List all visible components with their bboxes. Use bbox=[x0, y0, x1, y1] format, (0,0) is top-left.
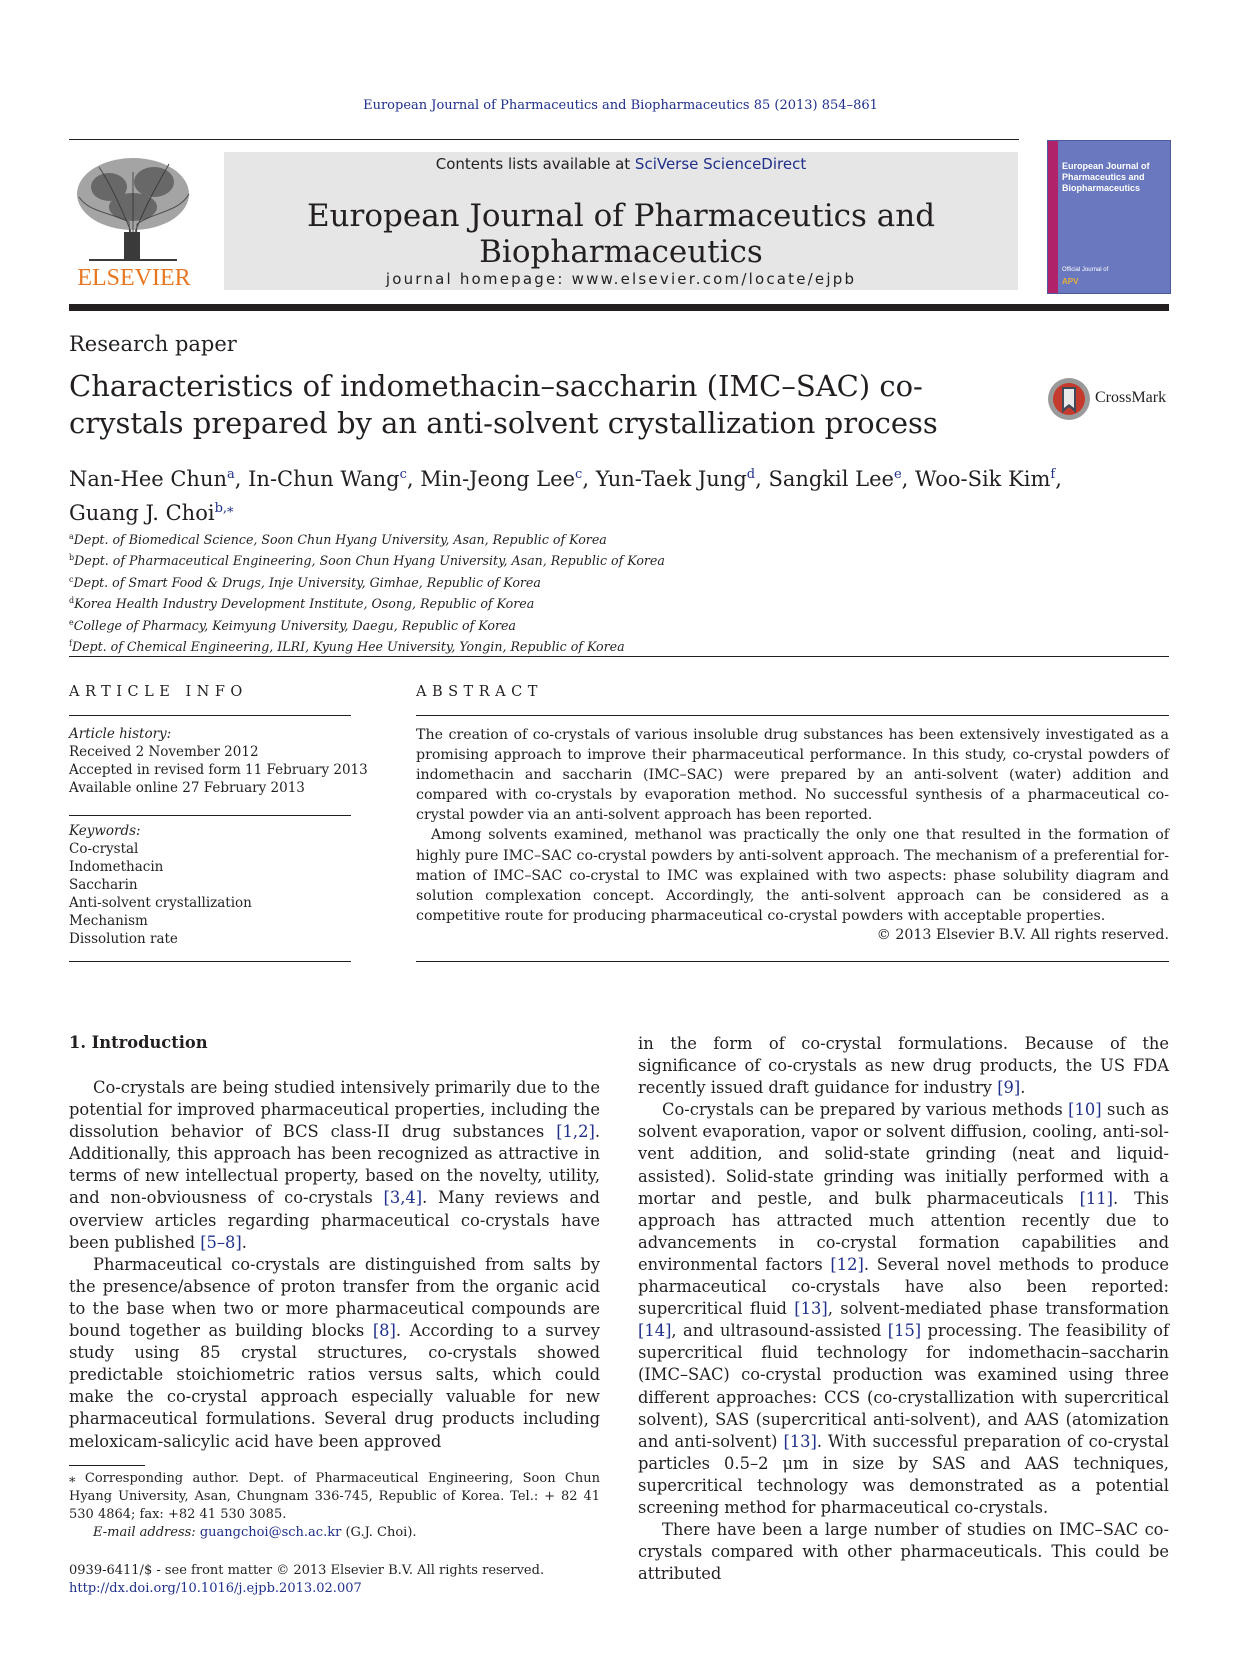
affiliation-text: Dept. of Pharmaceutical Engineering, Soon Chun Hyang University, Asan, Republic of Korea bbox=[74, 553, 665, 569]
history-received: Received 2 November 2012 bbox=[69, 744, 259, 760]
journal-title: European Journal of Pharmaceutics and Biopharmaceutics bbox=[306, 198, 936, 270]
body-text: processing. The feasibility of supercritical fluid technology for indomethacin–saccharin (IMC–SAC) co-crystal production was examined using three different approaches: CCS (co-crystallization with supercritical solvent), SAS (supercritical anti-solvent), and AAS (atomization and anti-solvent) bbox=[638, 1321, 1169, 1451]
abstract-rule bbox=[416, 961, 1169, 962]
crossmark-icon bbox=[1047, 377, 1091, 421]
body-paragraph bbox=[638, 1033, 1169, 1099]
keyword-item: Dissolution rate bbox=[69, 931, 178, 947]
affiliation-text: Korea Health Industry Development Institute, Osong, Republic of Korea bbox=[74, 596, 535, 612]
affiliation-item bbox=[69, 528, 969, 549]
abstract-heading: ABSTRACT bbox=[416, 684, 543, 700]
author-separator: , bbox=[755, 467, 769, 491]
author-separator: , bbox=[1055, 467, 1062, 491]
author-separator: , bbox=[582, 467, 596, 491]
author-separator: , bbox=[406, 467, 421, 491]
section-rule bbox=[69, 656, 1169, 657]
author-affiliation-mark[interactable]: c bbox=[399, 467, 407, 482]
article-history bbox=[69, 725, 368, 797]
body-text: Co-crystals can be prepared by various methods bbox=[662, 1100, 1069, 1120]
affiliation-mark: f bbox=[69, 638, 72, 648]
sciencedirect-link[interactable]: SciVerse ScienceDirect bbox=[634, 155, 807, 173]
journal-citation[interactable]: European Journal of Pharmaceutics and Biopharmaceutics 85 (2013) 854–861 bbox=[363, 98, 878, 113]
article-info-rule bbox=[69, 961, 351, 962]
author-name: Sangkil Lee bbox=[768, 467, 894, 491]
body-text: . Several novel methods to produce pharmaceutical co-crystals have also been reported: supercritical fluid bbox=[638, 1254, 1169, 1319]
header-thick-rule bbox=[69, 304, 1169, 311]
affiliation-list bbox=[69, 528, 969, 656]
section-heading: 1. Introduction bbox=[69, 1033, 208, 1052]
author-name: Min-Jeong Lee bbox=[420, 467, 576, 491]
author-affiliation-mark[interactable]: b,⁎ bbox=[214, 501, 234, 516]
journal-homepage[interactable]: journal homepage: www.elsevier.com/locate/ejpb bbox=[385, 270, 857, 288]
cover-title: European Journal of Pharmaceutics and Biopharmaceutics bbox=[1062, 161, 1150, 193]
elsevier-logo bbox=[69, 152, 199, 292]
body-text: , and ultrasound-assisted bbox=[671, 1321, 888, 1341]
elsevier-wordmark: ELSEVIER bbox=[77, 265, 191, 291]
body-text: . Many reviews and overview articles regarding pharmaceutical co-crystals have been published bbox=[69, 1188, 600, 1252]
body-text: . According to a survey study using 85 crystal structures, co-crystals showed predictable stoichiometric ratios versus salts, which could make the co-crystal approach especially valuable for new pharmaceutical formulations. Several drug products including meloxicam-salicylic acid have been approved bbox=[69, 1321, 600, 1451]
affiliation-text: College of Pharmacy, Keimyung University, Daegu, Republic of Korea bbox=[73, 617, 516, 633]
keyword-item: Saccharin bbox=[69, 877, 138, 893]
body-text: . With successful preparation of co-crystal particles 0.5–2 μm in size by SAS and AAS techniques, supercritical technology was demonstrated as a potential screening method for pharmaceutical co-crystals. bbox=[638, 1431, 1169, 1517]
corresponding-author-note: ⁎ Corresponding author. Dept. of Pharmaceutical Engineering, Soon Chun Hyang University, Asan, Chungnam 336-745, Republic of Korea. Tel.: + 82 41 530 4864; fax: +82 41 530 3085. bbox=[69, 1471, 600, 1522]
citation-link[interactable]: [5–8] bbox=[200, 1232, 242, 1252]
citation-link[interactable]: [8] bbox=[372, 1321, 396, 1341]
body-paragraph bbox=[69, 1254, 600, 1453]
affiliation-item bbox=[69, 549, 969, 570]
history-accepted: Accepted in revised form 11 February 2013 bbox=[69, 762, 368, 778]
left-column bbox=[69, 1077, 600, 1453]
elsevier-tree-icon bbox=[69, 152, 199, 292]
issn-line: 0939-6411/$ - see front matter © 2013 Elsevier B.V. All rights reserved. bbox=[69, 1563, 545, 1578]
contents-prefix: Contents lists available at bbox=[435, 155, 635, 173]
body-paragraph bbox=[69, 1077, 600, 1254]
affiliation-mark: e bbox=[69, 617, 74, 627]
affiliation-item bbox=[69, 635, 969, 656]
body-text: . This approach has attracted much attention recently due to advancements in co-crystal formation capabilities and environmental factors bbox=[638, 1188, 1169, 1274]
corresponding-footnote bbox=[69, 1470, 600, 1542]
author-name: Guang J. Choi bbox=[69, 501, 215, 525]
body-text: . bbox=[241, 1232, 247, 1252]
affiliation-text: Dept. of Smart Food & Drugs, Inje University, Gimhae, Republic of Korea bbox=[73, 574, 541, 590]
author-name: In-Chun Wang bbox=[248, 467, 400, 491]
cover-footer: Official Journal of bbox=[1062, 267, 1109, 273]
body-text: , solvent-mediated phase transformation bbox=[827, 1299, 1169, 1319]
author-separator: , bbox=[234, 467, 249, 491]
body-text: Co-crystals are being studied intensively primarily due to the potential for improved pharmaceutical properties, including the dissolution behavior of BCS class-II drug substances bbox=[69, 1078, 600, 1142]
crossmark-button[interactable] bbox=[1047, 377, 1169, 421]
abstract-rule bbox=[416, 715, 1169, 716]
author-affiliation-mark[interactable]: a bbox=[227, 467, 235, 482]
journal-cover bbox=[1047, 140, 1171, 294]
author-affiliation-mark[interactable]: f bbox=[1050, 467, 1056, 482]
citation-link[interactable]: [10] bbox=[1068, 1100, 1102, 1120]
contents-line bbox=[224, 155, 1018, 173]
article-type: Research paper bbox=[69, 332, 237, 356]
affiliation-text: Dept. of Biomedical Science, Soon Chun Hyang University, Asan, Republic of Korea bbox=[73, 532, 607, 548]
email-link[interactable]: guangchoi@sch.ac.kr bbox=[199, 1525, 342, 1540]
email-suffix: (G.J. Choi). bbox=[341, 1525, 417, 1540]
citation-link[interactable]: [9] bbox=[997, 1078, 1021, 1098]
right-column bbox=[638, 1033, 1169, 1585]
affiliation-mark: c bbox=[69, 574, 74, 584]
article-info-heading: ARTICLE INFO bbox=[69, 684, 248, 700]
history-online: Available online 27 February 2013 bbox=[69, 780, 305, 796]
article-info-rule bbox=[69, 715, 351, 716]
author-affiliation-mark[interactable]: d bbox=[746, 467, 756, 482]
affiliation-mark: d bbox=[69, 596, 75, 606]
article-info-rule bbox=[69, 815, 351, 816]
front-matter bbox=[69, 1562, 544, 1598]
body-paragraph bbox=[638, 1099, 1169, 1519]
author-affiliation-mark[interactable]: e bbox=[893, 467, 902, 482]
body-text: such as solvent evaporation, vapor or solvent diffusion, cooling, anti-solvent addition, and solid-state grinding (neat and liquid-assisted). Solid-state grinding was initially performed with a mortar and pestle, and bulk pharmaceuticals bbox=[638, 1100, 1169, 1208]
author-name: Woo-Sik Kim bbox=[915, 467, 1051, 491]
body-text: in the form of co-crystal formulations. Because of the significance of co-crystals as new drug products, the US FDA recently issued draft guidance for industry bbox=[638, 1034, 1169, 1098]
keyword-list bbox=[69, 822, 252, 948]
keyword-item: Co-crystal bbox=[69, 841, 139, 857]
body-text: . Additionally, this approach has been recognized as attractive in terms of new intellectual property, based on the novelty, utility, and non-obviousness of co-crystals bbox=[69, 1122, 600, 1208]
header-rule bbox=[69, 139, 1019, 140]
citation-link[interactable]: [11] bbox=[1079, 1188, 1113, 1208]
affiliation-mark: a bbox=[69, 532, 74, 541]
body-paragraph bbox=[638, 1519, 1169, 1585]
body-text: There have been a large number of studies on IMC–SAC co-crystals compared with other pharmaceuticals. This could be attributed bbox=[638, 1520, 1169, 1584]
footnote-rule bbox=[69, 1465, 145, 1466]
author-list bbox=[69, 460, 1169, 528]
affiliation-mark: b bbox=[69, 553, 75, 563]
citation-link[interactable]: [13] bbox=[783, 1431, 817, 1451]
email-label: E-mail address: bbox=[93, 1525, 200, 1540]
keyword-item: Indomethacin bbox=[69, 859, 164, 875]
affiliation-item bbox=[69, 592, 969, 613]
affiliation-item bbox=[69, 571, 969, 592]
article-title: Characteristics of indomethacin–saccharin (IMC–SAC) co-crystals prepared by an anti-solvent crystallization process bbox=[69, 369, 938, 440]
cover-spine bbox=[1048, 141, 1058, 293]
author-affiliation-mark[interactable]: c bbox=[575, 467, 583, 482]
cover-badge: APV bbox=[1062, 277, 1079, 286]
history-label: Article history: bbox=[69, 726, 172, 742]
abstract-copyright: © 2013 Elsevier B.V. All rights reserved. bbox=[876, 927, 1169, 943]
citation-link[interactable]: [3,4] bbox=[383, 1188, 423, 1208]
affiliation-text: Dept. of Chemical Engineering, ILRI, Kyung Hee University, Yongin, Republic of Korea bbox=[71, 639, 625, 655]
keyword-item: Anti-solvent crystallization bbox=[69, 895, 252, 911]
body-text: Pharmaceutical co-crystals are distinguished from salts by the presence/absence of proton transfer from the organic acid to the base when two or more pharmaceutical compounds are bound together as building blocks bbox=[69, 1254, 600, 1341]
doi-link[interactable]: http://dx.doi.org/10.1016/j.ejpb.2013.02.007 bbox=[69, 1581, 362, 1596]
abstract-paragraph: Among solvents examined, methanol was practically the only one that resulted in the formation of highly pure IMC–SAC co-crystal powders by anti-solvent approach. The mechanism of a preferential formation of IMC–SAC co-crystal to IMC was explained with two aspects: phase solubility diagram and solution complexation concept. Accordingly, the anti-solvent approach can be considered as a competitive route for producing pharmaceutical co-crystal powders with acceptable properties. bbox=[416, 827, 1169, 924]
abstract-paragraph: The creation of co-crystals of various insoluble drug substances has been extensively investigated as a promising approach to improve their pharmaceutical performance. In this study, co-crystal powders of indomethacin and saccharin (IMC–SAC) were prepared by an anti-solvent (water) addition and compared with co-crystals by evaporation method. No successful synthesis of a pharmaceutical co-crystal powder via an anti-solvent approach has been reported. bbox=[416, 727, 1169, 824]
citation-link[interactable]: [15] bbox=[887, 1321, 922, 1341]
crossmark-label: CrossMark bbox=[1095, 389, 1167, 406]
citation-link[interactable]: [1,2] bbox=[556, 1122, 595, 1142]
citation-link[interactable]: [14] bbox=[638, 1321, 672, 1341]
author-separator: , bbox=[901, 467, 916, 491]
author-name: Nan-Hee Chun bbox=[69, 467, 228, 491]
author-name: Yun-Taek Jung bbox=[595, 467, 747, 491]
body-text: . bbox=[1020, 1078, 1026, 1098]
abstract-body bbox=[416, 725, 1169, 926]
affiliation-item bbox=[69, 614, 969, 635]
citation-link[interactable]: [13] bbox=[794, 1299, 828, 1319]
keyword-item: Mechanism bbox=[69, 913, 148, 929]
keywords-label: Keywords: bbox=[69, 823, 141, 839]
citation-link[interactable]: [12] bbox=[830, 1254, 864, 1274]
